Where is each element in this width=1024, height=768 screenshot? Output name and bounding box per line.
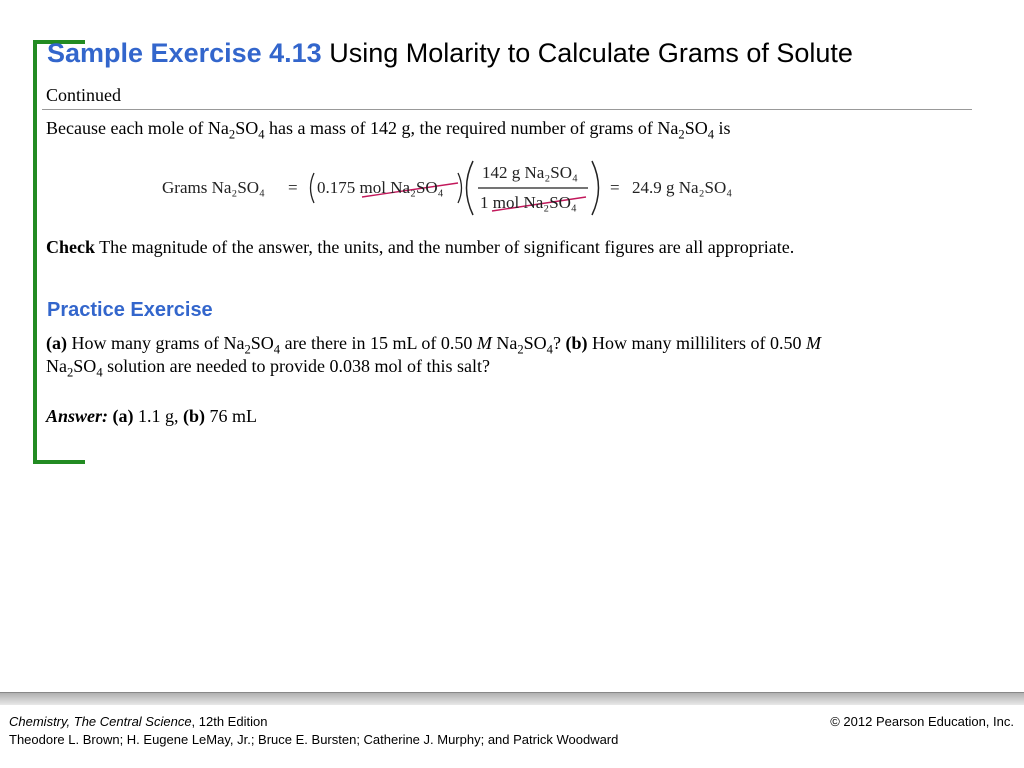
check-paragraph <box>46 237 794 258</box>
title-exercise-number: Sample Exercise 4.13 <box>47 38 322 68</box>
eq-result: 24.9 g Na₂SO₄ <box>632 178 733 197</box>
footer-authors: Theodore L. Brown; H. Eugene LeMay, Jr.; Bruce E. Bursten; Catherine J. Murphy; and Patrick Woodward <box>9 732 619 747</box>
paren-close-2 <box>592 161 599 215</box>
practice-answer: Answer: (a) 1.1 g, (b) 76 mL <box>46 406 258 426</box>
check-label: Check <box>46 237 95 257</box>
footer-book-title: Chemistry, The Central Science, 12th Edition <box>9 714 268 729</box>
practice-question-line-2: $Na_2SO_4$ solution are needed to provide 0.038 mol of this salt? <box>46 356 491 380</box>
title-text: Using Molarity to Calculate Grams of Solute <box>329 38 853 68</box>
eq-equals-1: = <box>288 178 298 197</box>
eq-equals-2: = <box>610 178 620 197</box>
paren-open-1 <box>311 173 315 203</box>
paren-close-1 <box>458 173 462 203</box>
practice-heading: Practice Exercise <box>47 299 213 321</box>
eq-numerator: 142 g Na₂SO₄ <box>482 163 578 182</box>
explanation-paragraph: Because each mole of $Na_2SO_4$ has a mass of 142 g, the required number of grams of $Na_2SO_4$ is <box>46 118 731 142</box>
eq-lhs: Grams Na₂SO₄ <box>162 178 265 197</box>
eq-denominator: 1 mol Na₂SO₄ <box>480 193 577 212</box>
divider <box>42 109 972 110</box>
calculation-equation <box>162 157 762 219</box>
eq-factor-1: 0.175 mol Na₂SO₄ <box>317 178 444 197</box>
practice-question-line-1: (a) How many grams of $Na_2SO_4$ are there in 15 mL of 0.50 M $Na_2SO_4$? (b) How many milliliters of 0.50 M <box>46 333 821 357</box>
check-text: The magnitude of the answer, the units, and the number of significant figures are all appropriate. <box>95 237 795 257</box>
footer-copyright: © 2012 Pearson Education, Inc. <box>830 714 1014 729</box>
slide-title <box>47 38 853 69</box>
footer-bar <box>0 693 1024 705</box>
continued-label: Continued <box>46 85 121 105</box>
paren-open-2 <box>467 161 474 215</box>
